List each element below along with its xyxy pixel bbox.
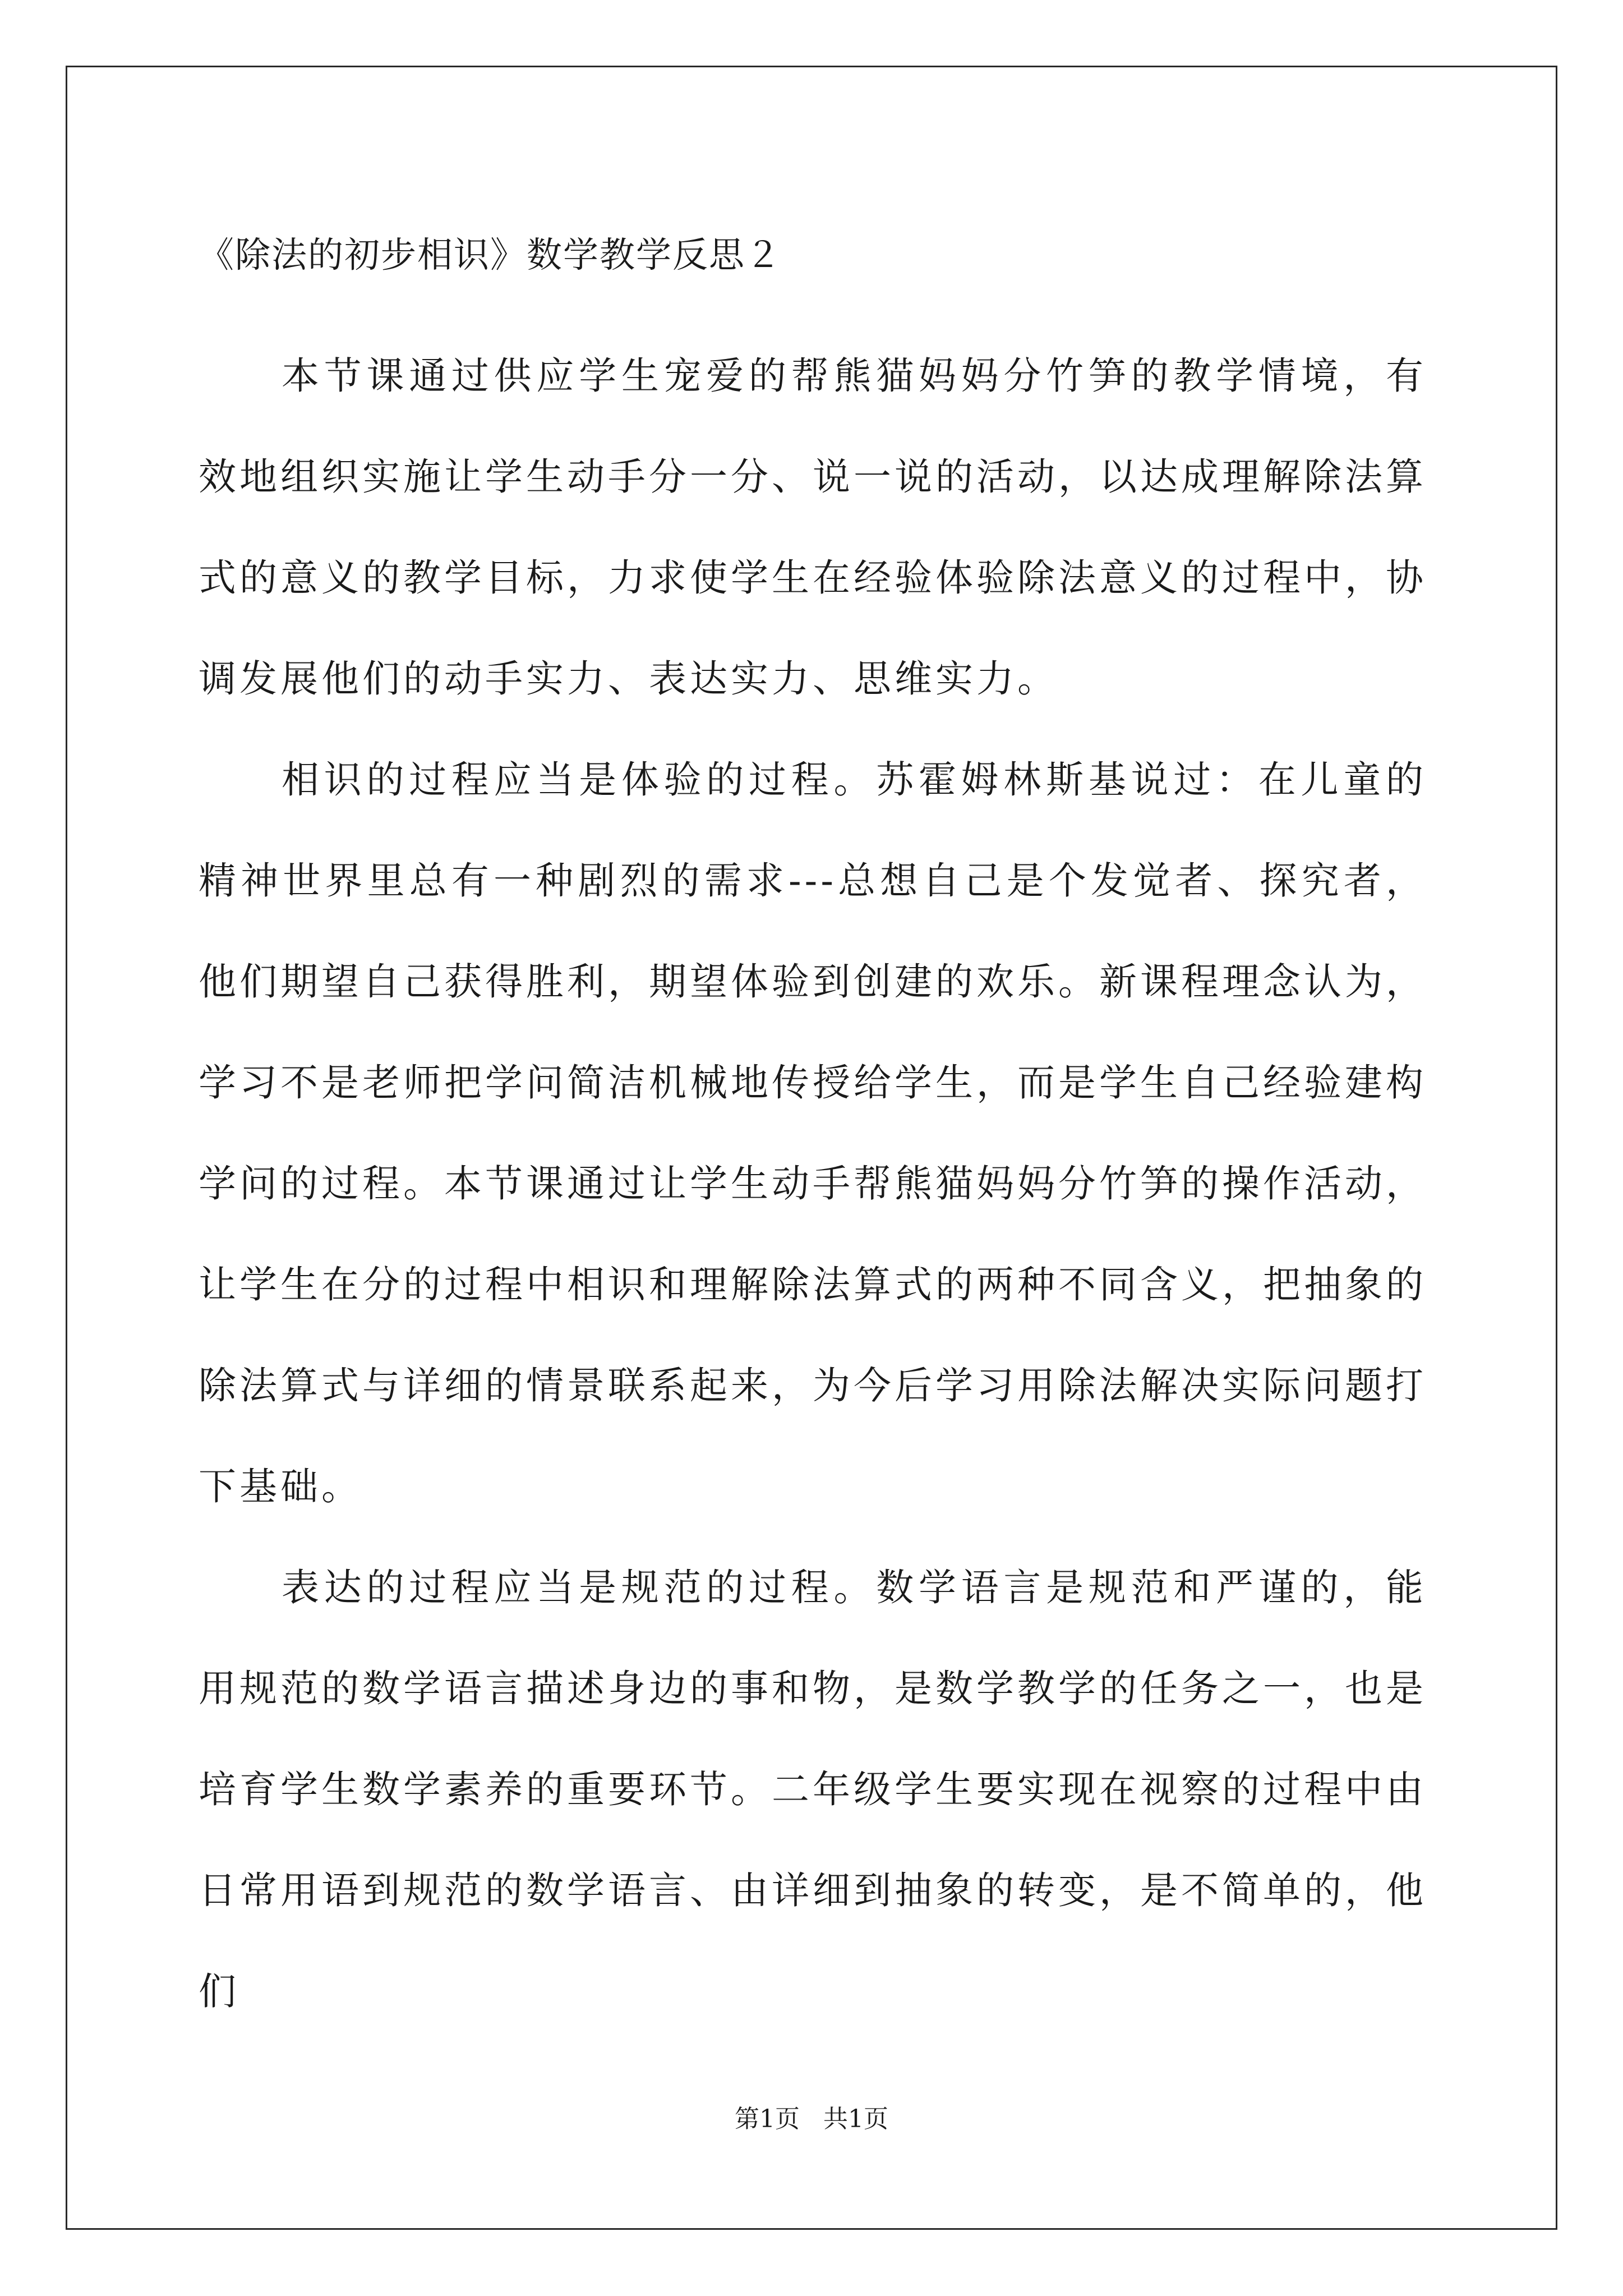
paragraph-1: 本节课通过供应学生宠爱的帮熊猫妈妈分竹笋的教学情境，有效地组织实施让学生动手分一分、说一说的活动，以达成理解除法算式的意义的教学目标，力求使学生在经验体验除法意义的过程中，协调发展他们的动手实力、表达实力、思维实力。 xyxy=(199,354,1427,701)
page-footer xyxy=(0,2102,1623,2136)
document-title: 《除法的初步相识》数学教学反思２ xyxy=(199,234,782,275)
paragraph-3: 表达的过程应当是规范的过程。数学语言是规范和严谨的，能用规范的数学语言描述身边的事和物，是数学教学的任务之一，也是培育学生数学素养的重要环节。二年级学生要实现在视察的过程中由日常用语到规范的数学语言、由详细到抽象的转变，是不简单的，他们 xyxy=(199,1566,1427,2013)
document-body xyxy=(199,224,1427,2042)
page-number-current: 第1页 xyxy=(735,2105,800,2133)
page-number-total: 共1页 xyxy=(823,2105,888,2133)
paragraph-2: 相识的过程应当是体验的过程。苏霍姆林斯基说过：在儿童的精神世界里总有一种剧烈的需求---总想自己是个发觉者、探究者，他们期望自己获得胜利，期望体验到创建的欢乐。新课程理念认为，学习不是老师把学问简洁机械地传授给学生，而是学生自己经验建构学问的过程。本节课通过让学生动手帮熊猫妈妈分竹笋的操作活动，让学生在分的过程中相识和理解除法算式的两种不同含义，把抽象的除法算式与详细的情景联系起来，为今后学习用除法解决实际问题打下基础。 xyxy=(199,758,1427,1508)
